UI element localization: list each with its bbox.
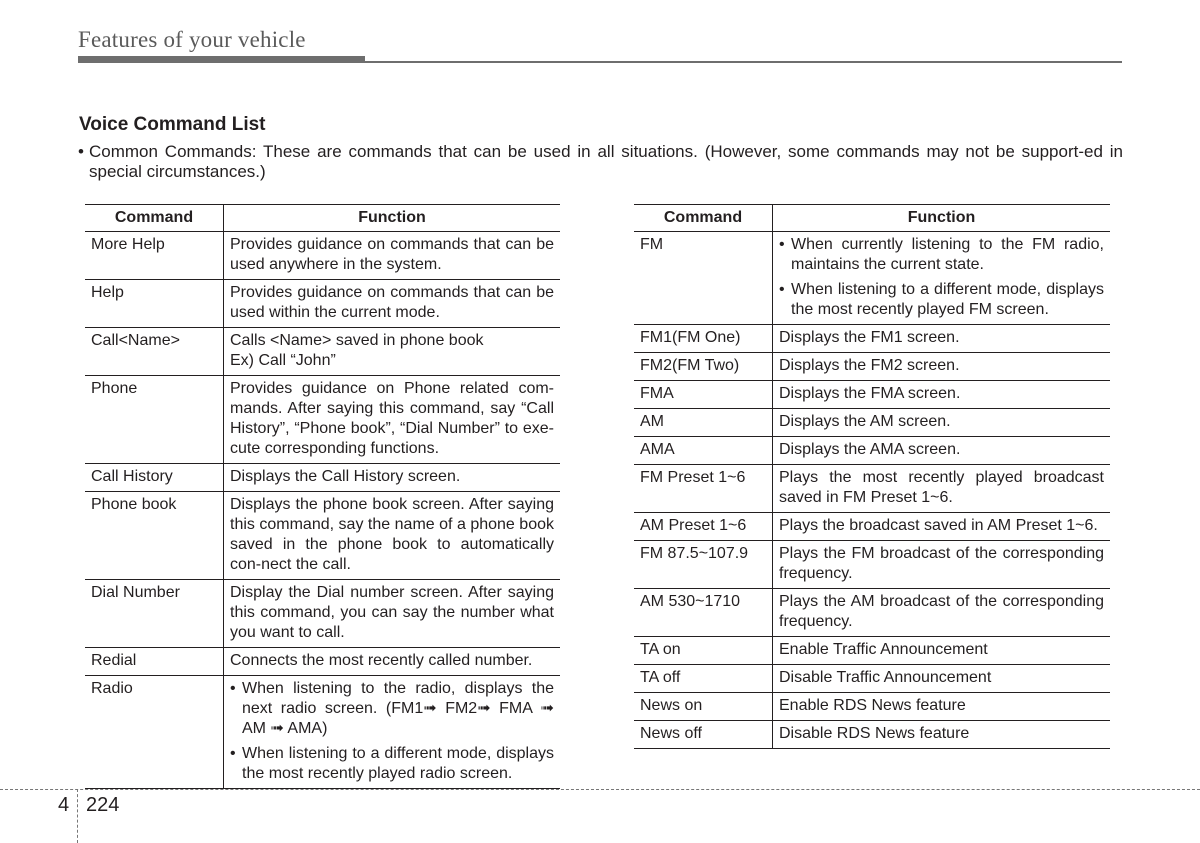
command-cell: More Help xyxy=(85,232,224,280)
table-row xyxy=(634,513,1110,541)
intro-text: Common Commands: These are commands that can be used in all situations. (However, some commands may not be support-ed in special circumstances.) xyxy=(89,142,1123,181)
table-row xyxy=(634,353,1110,381)
function-cell: Connects the most recently called number. xyxy=(224,648,561,676)
right-command-table xyxy=(634,204,1110,749)
function-cell: Disable Traffic Announcement xyxy=(773,665,1111,693)
table-row xyxy=(634,589,1110,637)
command-cell: FM1(FM One) xyxy=(634,325,773,353)
table-row xyxy=(634,409,1110,437)
header-rule-thick xyxy=(78,56,365,63)
function-cell: Displays the Call History screen. xyxy=(224,464,561,492)
command-cell: Radio xyxy=(85,676,224,789)
function-cell: Plays the broadcast saved in AM Preset 1~6. xyxy=(773,513,1111,541)
table-row xyxy=(85,580,560,648)
function-cell: Disable RDS News feature xyxy=(773,721,1111,749)
command-cell: AMA xyxy=(634,437,773,465)
bullet-text: When listening to the radio, displays the next radio screen. (FM1➟ FM2➟ FMA ➟ AM ➟ AMA) xyxy=(242,680,554,737)
function-cell: Enable RDS News feature xyxy=(773,693,1111,721)
command-cell: FM xyxy=(634,232,773,325)
table-row xyxy=(634,693,1110,721)
command-cell: AM 530~1710 xyxy=(634,589,773,637)
command-cell: News off xyxy=(634,721,773,749)
command-cell: FM 87.5~107.9 xyxy=(634,541,773,589)
table-row xyxy=(85,232,560,280)
command-cell: Phone xyxy=(85,376,224,464)
bullet-icon: • xyxy=(779,236,785,253)
table-row xyxy=(85,376,560,464)
bullet-text: When listening to a different mode, displays the most recently played FM screen. xyxy=(791,281,1104,318)
function-cell: Displays the FMA screen. xyxy=(773,381,1111,409)
function-example-line: Ex) Call “John” xyxy=(230,352,336,369)
table-row xyxy=(85,648,560,676)
function-cell: Displays the FM2 screen. xyxy=(773,353,1111,381)
table-header-row xyxy=(85,205,560,232)
bullet-icon: • xyxy=(78,142,84,161)
function-cell: Plays the most recently played broadcast saved in FM Preset 1~6. xyxy=(773,465,1111,513)
table-row xyxy=(85,492,560,580)
command-cell: Help xyxy=(85,280,224,328)
table-row xyxy=(85,464,560,492)
bullet-item xyxy=(779,280,1104,320)
table-row xyxy=(634,721,1110,749)
command-cell: Phone book xyxy=(85,492,224,580)
table-row xyxy=(634,437,1110,465)
function-cell: Displays the AMA screen. xyxy=(773,437,1111,465)
command-cell: AM xyxy=(634,409,773,437)
command-cell: TA off xyxy=(634,665,773,693)
command-cell: AM Preset 1~6 xyxy=(634,513,773,541)
page-header-title: Features of your vehicle xyxy=(78,27,306,52)
command-cell: TA on xyxy=(634,637,773,665)
column-header-function: Function xyxy=(224,205,561,232)
command-cell: Call<Name> xyxy=(85,328,224,376)
table-row xyxy=(85,676,560,789)
intro-paragraph xyxy=(78,142,1123,182)
table-row xyxy=(634,381,1110,409)
command-cell: FM Preset 1~6 xyxy=(634,465,773,513)
page-number: 224 xyxy=(86,794,120,816)
function-line: Calls <Name> saved in phone book xyxy=(230,332,484,349)
table-row xyxy=(85,280,560,328)
header-rule-thin xyxy=(365,61,1122,63)
bullet-item xyxy=(230,744,554,784)
bullet-text: When listening to a different mode, displays the most recently played radio screen. xyxy=(242,745,554,782)
function-cell: Displays the AM screen. xyxy=(773,409,1111,437)
function-cell: Displays the phone book screen. After saying this command, say the name of a phone book saved in the phone book to automatically con-nect the call. xyxy=(224,492,561,580)
function-cell: Display the Dial number screen. After saying this command, you can say the number what you want to call. xyxy=(224,580,561,648)
column-header-command: Command xyxy=(634,205,773,232)
function-cell: Provides guidance on Phone related com-mands. After saying this command, say “Call History”, “Phone book”, “Dial Number” to exe-cute corresponding functions. xyxy=(224,376,561,464)
footer-dashed-rule xyxy=(0,789,1200,790)
section-title: Voice Command List xyxy=(79,114,266,135)
command-cell: FM2(FM Two) xyxy=(634,353,773,381)
function-cell xyxy=(224,676,561,789)
function-cell: Enable Traffic Announcement xyxy=(773,637,1111,665)
column-header-command: Command xyxy=(85,205,224,232)
table-header-row xyxy=(634,205,1110,232)
table-row xyxy=(634,541,1110,589)
function-cell: Plays the AM broadcast of the corresponding frequency. xyxy=(773,589,1111,637)
function-cell xyxy=(224,328,561,376)
footer-dashed-divider xyxy=(77,789,78,843)
table-row xyxy=(634,325,1110,353)
bullet-icon: • xyxy=(230,680,236,697)
function-cell: Provides guidance on commands that can be used within the current mode. xyxy=(224,280,561,328)
bullet-icon: • xyxy=(779,281,785,298)
chapter-number: 4 xyxy=(58,794,70,816)
bullet-text: When currently listening to the FM radio, maintains the current state. xyxy=(791,236,1104,273)
function-cell: Plays the FM broadcast of the corresponding frequency. xyxy=(773,541,1111,589)
bullet-icon: • xyxy=(230,745,236,762)
command-cell: Redial xyxy=(85,648,224,676)
table-row xyxy=(634,637,1110,665)
command-cell: Dial Number xyxy=(85,580,224,648)
function-cell xyxy=(773,232,1111,325)
command-cell: FMA xyxy=(634,381,773,409)
table-row xyxy=(634,465,1110,513)
left-command-table xyxy=(85,204,560,789)
command-cell: News on xyxy=(634,693,773,721)
command-cell: Call History xyxy=(85,464,224,492)
bullet-item xyxy=(230,679,554,739)
column-header-function: Function xyxy=(773,205,1111,232)
table-row xyxy=(634,232,1110,325)
table-row xyxy=(85,328,560,376)
bullet-item xyxy=(779,235,1104,275)
function-cell: Provides guidance on commands that can be used anywhere in the system. xyxy=(224,232,561,280)
table-row xyxy=(634,665,1110,693)
function-cell: Displays the FM1 screen. xyxy=(773,325,1111,353)
